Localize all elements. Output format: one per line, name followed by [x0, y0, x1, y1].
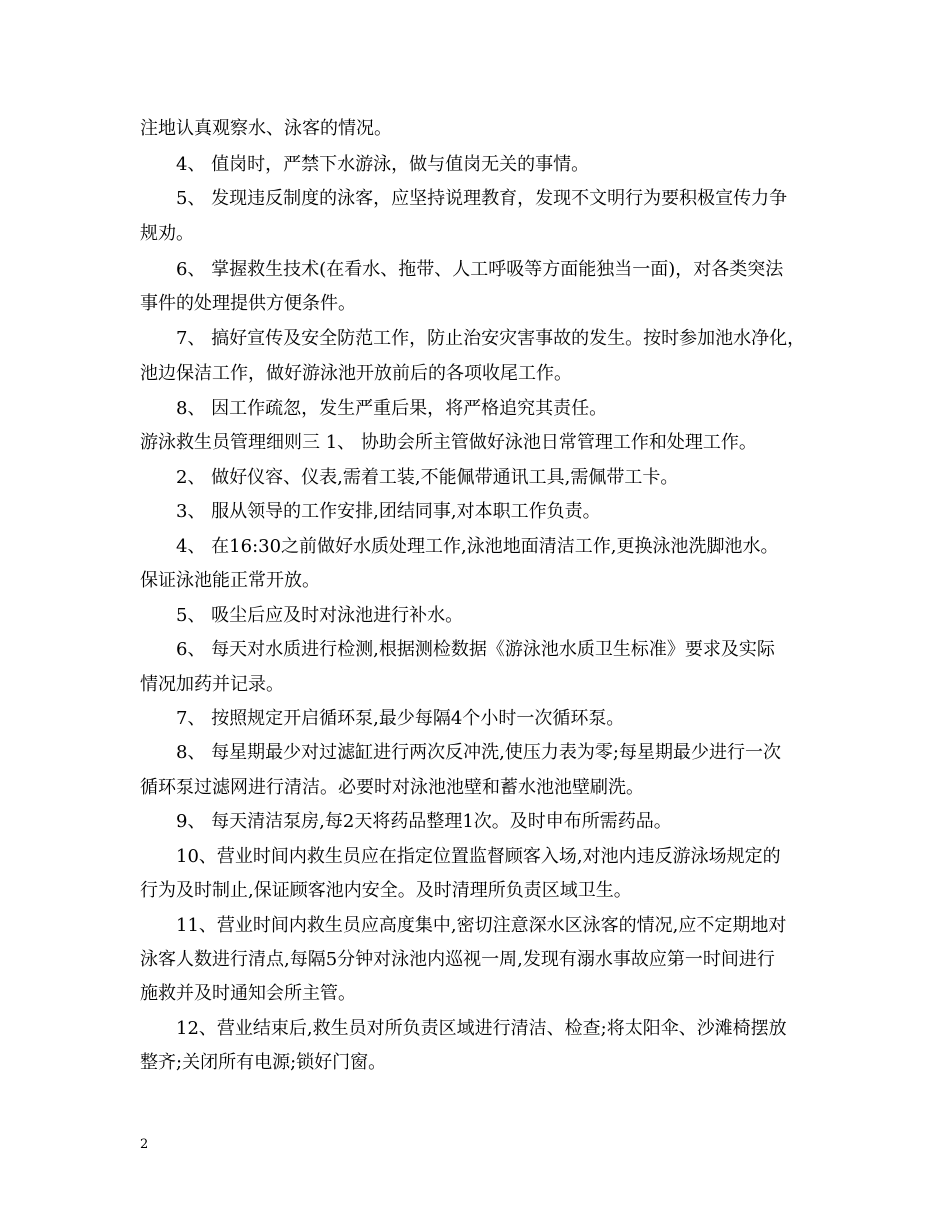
text-line: 游泳救生员管理细则三 1、 协助会所主管做好泳池日常管理工作和处理工作。: [140, 432, 757, 453]
text-line: 池边保洁工作，做好游泳池开放前后的各项收尾工作。: [140, 363, 572, 384]
text-line: 7、 按照规定开启循环泵,最少每隔4个小时一次循环泵。: [176, 708, 625, 729]
text-line: 8、 每星期最少对过滤缸进行两次反冲洗,使压力表为零;每星期最少进行一次: [176, 742, 781, 763]
text-line: 2、 做好仪容、仪表,需着工装,不能佩带通讯工具,需佩带工卡。: [176, 467, 679, 488]
text-line: 规劝。: [140, 223, 194, 244]
text-line: 行为及时制止,保证顾客池内安全。及时清理所负责区域卫生。: [140, 880, 632, 901]
text-line: 事件的处理提供方便条件。: [140, 293, 356, 314]
text-line: 泳客人数进行清点,每隔5分钟对泳池内巡视一周,发现有溺水事故应第一时间进行: [140, 949, 775, 970]
text-line: 整齐;关闭所有电源;锁好门窗。: [140, 1052, 387, 1073]
text-line: 施救并及时通知会所主管。: [140, 983, 356, 1004]
text-line: 10、营业时间内救生员应在指定位置监督顾客入场,对池内违反游泳场规定的: [176, 846, 781, 867]
text-line: 9、 每天清洁泵房,每2天将药品整理1次。及时申布所需药品。: [176, 811, 672, 832]
text-line: 循环泵过滤网进行清洁。必要时对泳池池壁和蓄水池池壁刷洗。: [140, 777, 644, 798]
text-line: 6、 每天对水质进行检测,根据测检数据《游泳池水质卫生标准》要求及实际: [176, 639, 775, 660]
text-line: 情况加药并记录。: [140, 674, 284, 695]
text-line: 8、 因工作疏忽，发生严重后果，将严格追究其责任。: [176, 398, 608, 419]
text-line: 4、 值岗时，严禁下水游泳，做与值岗无关的事情。: [176, 154, 590, 175]
text-line: 7、 搞好宣传及安全防范工作，防止治安灾害事故的发生。按时参加池水净化，: [176, 328, 806, 349]
page-number: 2: [140, 1137, 149, 1152]
text-line: 3、 服从领导的工作安排,团结同事,对本职工作负责。: [176, 501, 601, 522]
text-line: 5、 吸尘后应及时对泳池进行补水。: [176, 605, 464, 626]
text-line: 11、营业时间内救生员应高度集中,密切注意深水区泳客的情况,应不定期地对: [176, 915, 787, 936]
text-line: 注地认真观察水、泳客的情况。: [140, 118, 392, 139]
text-line: 保证泳池能正常开放。: [140, 570, 320, 591]
text-line: 5、 发现违反制度的泳客，应坚持说理教育，发现不文明行为要积极宣传力争: [176, 188, 788, 209]
text-line: 6、 掌握救生技术(在看水、拖带、人工呼吸等方面能独当一面)，对各类突法: [176, 259, 784, 280]
text-line: 12、营业结束后,救生员对所负责区域进行清洁、检查;将太阳伞、沙滩椅摆放: [176, 1018, 787, 1039]
text-line: 4、 在16:30之前做好水质处理工作,泳池地面清洁工作,更换泳池洗脚池水。: [176, 536, 779, 557]
